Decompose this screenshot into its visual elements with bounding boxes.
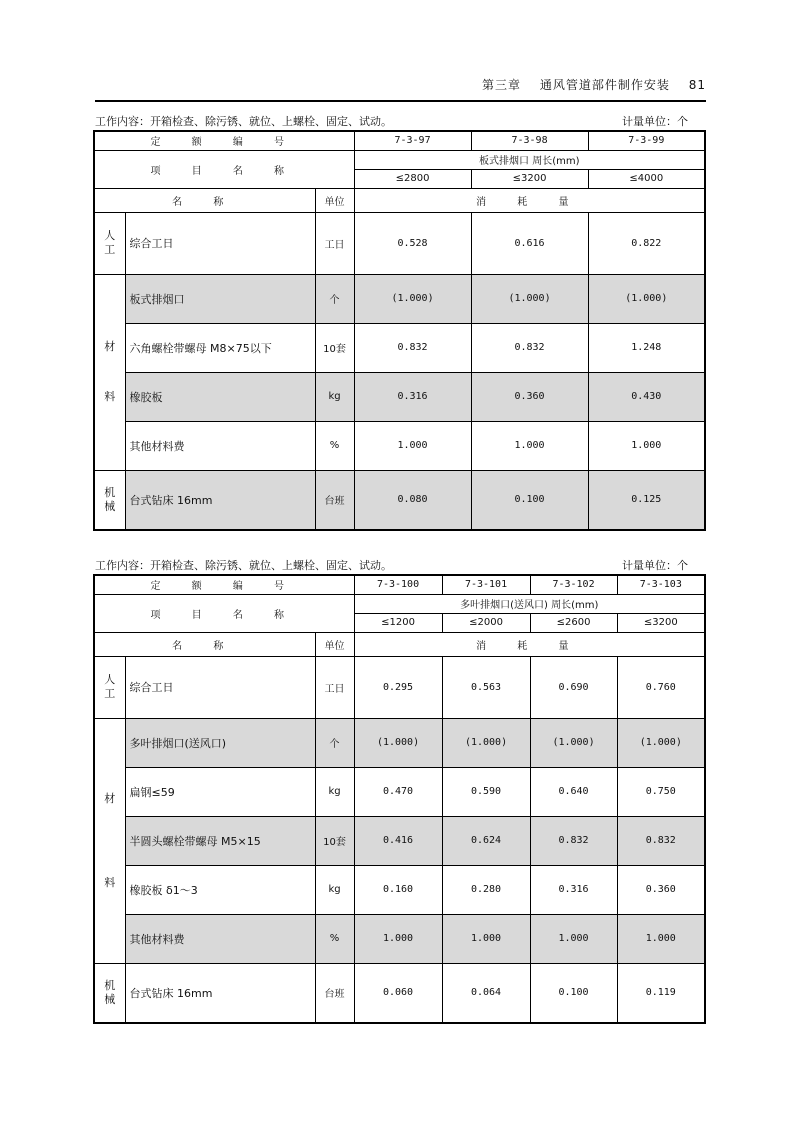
- code-label: 定 额 编 号: [94, 131, 354, 150]
- consumption-header: 消 耗 量: [354, 188, 705, 212]
- value-cell: 0.100: [530, 963, 617, 1023]
- machine-row: [94, 470, 705, 530]
- spec-cell: ≤3200: [617, 613, 705, 632]
- quota-code: 7-3-101: [442, 575, 530, 594]
- material-row: [94, 718, 705, 767]
- value-cell: 0.750: [617, 767, 705, 816]
- resource-name: 半圆头螺栓带螺母 M5×15: [125, 816, 315, 865]
- value-cell: 1.000: [354, 421, 471, 470]
- category-char: 料: [104, 875, 116, 889]
- value-cell: 0.616: [471, 212, 588, 274]
- value-cell: 0.832: [617, 816, 705, 865]
- quota-code: 7-3-102: [530, 575, 617, 594]
- value-cell: 0.064: [442, 963, 530, 1023]
- resource-unit: kg: [315, 865, 354, 914]
- category-char: 人: [104, 673, 116, 686]
- column-header-row: [94, 188, 705, 212]
- value-cell: (1.000): [471, 274, 588, 323]
- chapter-title: 通风管道部件制作安装: [539, 78, 670, 92]
- material-row: [94, 421, 705, 470]
- resource-unit: %: [315, 421, 354, 470]
- value-cell: (1.000): [354, 718, 442, 767]
- resource-name: 台式钻床 16mm: [125, 963, 315, 1023]
- code-label: 定 额 编 号: [94, 575, 354, 594]
- table2-caption: [95, 557, 706, 573]
- category-char: 械: [104, 499, 116, 513]
- work-content: 工作内容：开箱检查、除污锈、就位、上螺栓、固定、试动。: [95, 115, 392, 128]
- value-cell: 0.295: [354, 656, 442, 718]
- resource-unit: 台班: [315, 470, 354, 530]
- category-machine: [94, 470, 125, 530]
- value-cell: 0.563: [442, 656, 530, 718]
- labor-row: [94, 212, 705, 274]
- value-cell: 1.000: [442, 914, 530, 963]
- value-cell: 0.640: [530, 767, 617, 816]
- resource-unit: 个: [315, 718, 354, 767]
- category-char: 料: [104, 390, 116, 403]
- work-content: 工作内容：开箱检查、除污锈、就位、上螺栓、固定、试动。: [95, 559, 392, 572]
- spec-cell: ≤3200: [471, 169, 588, 188]
- value-cell: 0.760: [617, 656, 705, 718]
- value-cell: 0.822: [588, 212, 705, 274]
- category-char: 材: [104, 791, 116, 805]
- consumption-header: 消 耗 量: [354, 632, 705, 656]
- category-char: 工: [104, 243, 116, 256]
- value-cell: 0.690: [530, 656, 617, 718]
- value-cell: 0.316: [530, 865, 617, 914]
- value-cell: 0.590: [442, 767, 530, 816]
- resource-unit: 10套: [315, 323, 354, 372]
- measure-unit: 计量单位：个: [622, 559, 688, 572]
- category-char: 材: [104, 340, 116, 353]
- resource-unit: 10套: [315, 816, 354, 865]
- resource-unit: %: [315, 914, 354, 963]
- value-cell: 1.000: [588, 421, 705, 470]
- quota-table-2: [93, 574, 706, 1024]
- value-cell: (1.000): [530, 718, 617, 767]
- category-labor: [94, 656, 125, 718]
- item-label: 项 目 名 称: [94, 594, 354, 632]
- material-row: [94, 816, 705, 865]
- material-row: [94, 767, 705, 816]
- code-row: [94, 575, 705, 594]
- value-cell: 0.119: [617, 963, 705, 1023]
- value-cell: 0.528: [354, 212, 471, 274]
- resource-name: 多叶排烟口(送风口): [125, 718, 315, 767]
- category-material: [94, 274, 125, 470]
- item-row: [94, 594, 705, 613]
- category-char: 人: [104, 229, 116, 242]
- value-cell: 0.316: [354, 372, 471, 421]
- item-row: [94, 150, 705, 169]
- value-cell: 1.000: [471, 421, 588, 470]
- labor-row: [94, 656, 705, 718]
- value-cell: 1.000: [530, 914, 617, 963]
- resource-unit: 工日: [315, 656, 354, 718]
- value-cell: 1.000: [617, 914, 705, 963]
- measure-unit: 计量单位：个: [622, 115, 688, 128]
- spec-cell: ≤2000: [442, 613, 530, 632]
- resource-unit: 台班: [315, 963, 354, 1023]
- value-cell: 1.248: [588, 323, 705, 372]
- value-cell: 0.416: [354, 816, 442, 865]
- value-cell: 0.060: [354, 963, 442, 1023]
- resource-unit: 个: [315, 274, 354, 323]
- page-number: 81: [688, 78, 706, 92]
- code-row: [94, 131, 705, 150]
- spec-cell: ≤4000: [588, 169, 705, 188]
- unit-header: 单位: [315, 188, 354, 212]
- quota-code: 7-3-103: [617, 575, 705, 594]
- value-cell: 0.160: [354, 865, 442, 914]
- value-cell: (1.000): [588, 274, 705, 323]
- quota-code: 7-3-100: [354, 575, 442, 594]
- category-char: 机: [104, 485, 116, 499]
- resource-name: 综合工日: [125, 656, 315, 718]
- value-cell: 0.080: [354, 470, 471, 530]
- category-char: 机: [104, 978, 116, 992]
- value-cell: (1.000): [617, 718, 705, 767]
- unit-header: 单位: [315, 632, 354, 656]
- material-row: [94, 865, 705, 914]
- name-header: 名 称: [94, 188, 315, 212]
- group-title: 多叶排烟口(送风口) 周长(mm): [354, 594, 705, 613]
- resource-name: 其他材料费: [125, 421, 315, 470]
- value-cell: 0.360: [617, 865, 705, 914]
- value-cell: 0.125: [588, 470, 705, 530]
- value-cell: (1.000): [442, 718, 530, 767]
- category-char: 械: [104, 992, 116, 1006]
- quota-table-1: [93, 130, 706, 531]
- resource-unit: kg: [315, 372, 354, 421]
- material-row: [94, 372, 705, 421]
- value-cell: (1.000): [354, 274, 471, 323]
- resource-name: 橡胶板: [125, 372, 315, 421]
- resource-name: 板式排烟口: [125, 274, 315, 323]
- category-machine: [94, 963, 125, 1023]
- column-header-row: [94, 632, 705, 656]
- item-label: 项 目 名 称: [94, 150, 354, 188]
- name-header: 名 称: [94, 632, 315, 656]
- value-cell: 0.832: [471, 323, 588, 372]
- value-cell: 0.624: [442, 816, 530, 865]
- material-row: [94, 274, 705, 323]
- group-title: 板式排烟口 周长(mm): [354, 150, 705, 169]
- resource-name: 综合工日: [125, 212, 315, 274]
- quota-code: 7-3-99: [588, 131, 705, 150]
- chapter-heading: [468, 76, 706, 93]
- spec-cell: ≤1200: [354, 613, 442, 632]
- value-cell: 0.360: [471, 372, 588, 421]
- value-cell: 0.280: [442, 865, 530, 914]
- value-cell: 0.832: [354, 323, 471, 372]
- spec-cell: ≤2800: [354, 169, 471, 188]
- value-cell: 1.000: [354, 914, 442, 963]
- spec-cell: ≤2600: [530, 613, 617, 632]
- material-row: [94, 914, 705, 963]
- table1-caption: [95, 113, 706, 129]
- material-row: [94, 323, 705, 372]
- resource-name: 橡胶板 δ1～3: [125, 865, 315, 914]
- chapter-number: 第三章: [482, 78, 522, 92]
- resource-name: 六角螺栓带螺母 M8×75以下: [125, 323, 315, 372]
- value-cell: 0.100: [471, 470, 588, 530]
- value-cell: 0.470: [354, 767, 442, 816]
- page-header: [95, 74, 706, 102]
- resource-unit: 工日: [315, 212, 354, 274]
- value-cell: 0.430: [588, 372, 705, 421]
- machine-row: [94, 963, 705, 1023]
- resource-name: 扁钢≤59: [125, 767, 315, 816]
- resource-unit: kg: [315, 767, 354, 816]
- category-char: 工: [104, 687, 116, 700]
- quota-code: 7-3-98: [471, 131, 588, 150]
- category-material: [94, 718, 125, 963]
- resource-name: 其他材料费: [125, 914, 315, 963]
- quota-code: 7-3-97: [354, 131, 471, 150]
- category-labor: [94, 212, 125, 274]
- resource-name: 台式钻床 16mm: [125, 470, 315, 530]
- value-cell: 0.832: [530, 816, 617, 865]
